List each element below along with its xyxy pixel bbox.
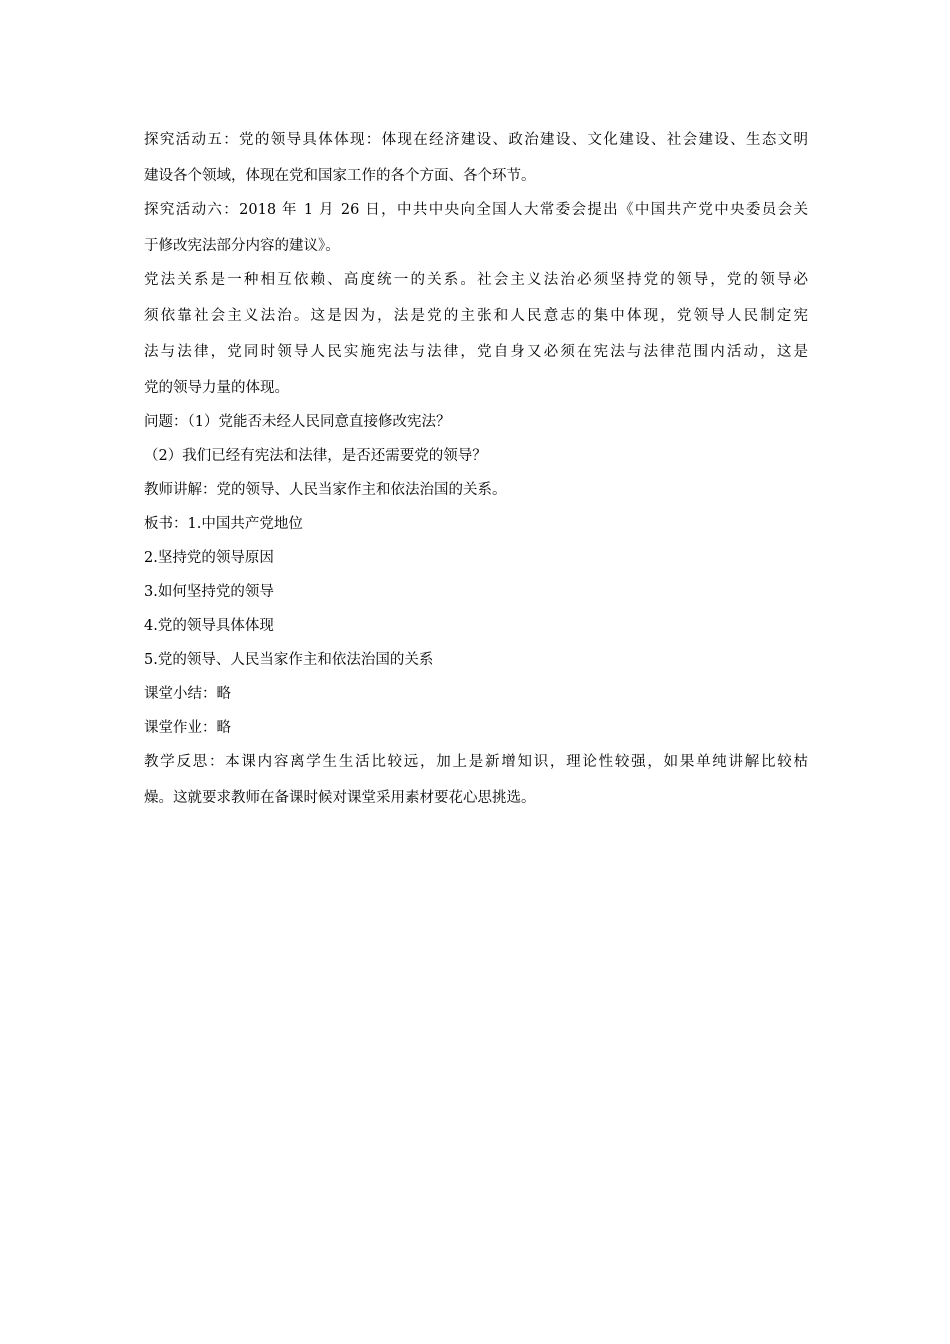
text-line: 5.党的领导、人民当家作主和依法治国的关系 xyxy=(144,652,434,668)
text-line: 板书：1.中国共产党地位 xyxy=(144,516,303,532)
text-line: 于修改宪法部分内容的建议》。 xyxy=(144,238,340,254)
paragraph-homework xyxy=(144,710,808,746)
text-line: （2）我们已经有宪法和法律，是否还需要党的领导？ xyxy=(144,448,487,464)
paragraph-teacher-explanation xyxy=(144,472,808,508)
text-line: 2.坚持党的领导原因 xyxy=(144,550,274,566)
text-line: 4.党的领导具体体现 xyxy=(144,618,274,634)
text-line: 探究活动五：党的领导具体体现：体现在经济建设、政治建设、文化建设、社会建设、生态文明 xyxy=(144,132,808,148)
text-line: 燥。这就要求教师在备课时候对课堂采用素材要花心思挑选。 xyxy=(144,790,536,806)
paragraph-board-writing xyxy=(144,506,808,542)
text-line: 教师讲解：党的领导、人民当家作主和依法治国的关系。 xyxy=(144,482,507,498)
text-line: 课堂小结：略 xyxy=(144,686,231,702)
paragraph-question-two xyxy=(144,438,808,474)
paragraph-party-law-relation xyxy=(144,262,808,406)
text-line: 3.如何坚持党的领导 xyxy=(144,584,274,600)
text-line: 问题：（1）党能否未经人民同意直接修改宪法？ xyxy=(144,414,451,430)
paragraph-activity-five xyxy=(144,122,808,194)
paragraph-class-summary xyxy=(144,676,808,712)
board-item-three xyxy=(144,574,808,610)
text-line: 探究活动六：2018 年 1 月 26 日，中共中央向全国人大常委会提出《中国共产党中央委员会关 xyxy=(144,202,808,218)
text-line: 党法关系是一种相互依赖、高度统一的关系。社会主义法治必须坚持党的领导，党的领导必 xyxy=(144,272,808,288)
text-line: 法与法律，党同时领导人民实施宪法与法律，党自身又必须在宪法与法律范围内活动，这是 xyxy=(144,344,808,360)
text-line: 党的领导力量的体现。 xyxy=(144,380,289,396)
board-item-four xyxy=(144,608,808,644)
paragraph-question-one xyxy=(144,404,808,440)
document-body xyxy=(144,122,808,816)
paragraph-activity-six xyxy=(144,192,808,264)
board-item-two xyxy=(144,540,808,576)
text-line: 教学反思：本课内容离学生生活比较远，加上是新增知识，理论性较强，如果单纯讲解比较枯 xyxy=(144,754,808,770)
board-item-five xyxy=(144,642,808,678)
paragraph-teaching-reflection xyxy=(144,744,808,816)
text-line: 须依靠社会主义法治。这是因为，法是党的主张和人民意志的集中体现，党领导人民制定宪 xyxy=(144,308,808,324)
text-line: 课堂作业：略 xyxy=(144,720,231,736)
text-line: 建设各个领域，体现在党和国家工作的各个方面、各个环节。 xyxy=(144,168,536,184)
